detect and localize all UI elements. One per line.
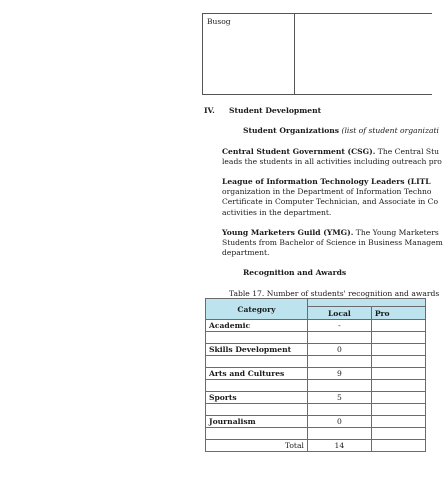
table-row [206, 368, 426, 380]
row-provincial [371, 416, 425, 428]
litl-line3: Certificate in Computer Technician, and Associate in Co [222, 197, 439, 207]
table-row-spacer [206, 356, 426, 368]
table-caption: Table 17. Number of students' recognition and awards [229, 289, 440, 298]
table-row-spacer [206, 428, 426, 440]
row-category: Academic [206, 320, 308, 332]
row-category: Arts and Cultures [206, 368, 308, 380]
row-category: Journalism [206, 416, 308, 428]
csg-paragraph [222, 147, 442, 167]
row-provincial [371, 392, 425, 404]
student-orgs-heading-line [243, 126, 439, 136]
csg-name: Central Student Government (CSG). [222, 147, 376, 156]
table-row [206, 344, 426, 356]
row-local: 0 [307, 344, 371, 356]
litl-line4: activities in the department. [222, 207, 332, 217]
table-row-spacer [206, 404, 426, 416]
header-provincial: Pro [371, 307, 425, 320]
table-cell-text: Busog [207, 17, 231, 26]
litl-paragraph [222, 177, 438, 218]
table-header-row-1 [206, 299, 426, 307]
section-title: Student Development [229, 106, 322, 115]
csg-line1: The Central Stu [375, 147, 440, 156]
ymg-paragraph [222, 228, 443, 259]
total-provincial [371, 440, 425, 452]
ymg-line1: The Young Marketers [353, 228, 439, 237]
student-orgs-heading: Student Organizations [243, 126, 340, 135]
header-local: Local [307, 307, 371, 320]
row-provincial [371, 320, 425, 332]
recognition-heading: Recognition and Awards [243, 268, 347, 277]
row-provincial [371, 344, 425, 356]
total-local: 14 [307, 440, 371, 452]
recognition-table [205, 298, 426, 452]
table-row [206, 416, 426, 428]
row-provincial [371, 368, 425, 380]
total-label: Total [206, 440, 308, 452]
section-number: IV. [204, 106, 215, 115]
litl-name: League of Information Technology Leaders (LITL [222, 177, 431, 186]
table-total-row [206, 440, 426, 452]
row-local: - [307, 320, 371, 332]
csg-line2: leads the students in all activities including outreach pro [222, 157, 442, 167]
table-row [206, 392, 426, 404]
row-category: Sports [206, 392, 308, 404]
row-local: 0 [307, 416, 371, 428]
ymg-name: Young Marketers Guild (YMG). [222, 228, 354, 237]
ymg-line2: Students from Bachelor of Science in Business Managem [222, 238, 443, 248]
header-level-group [307, 299, 425, 307]
header-category: Category [206, 299, 308, 320]
top-table-fragment [202, 13, 432, 95]
table-column-divider [294, 14, 295, 94]
student-orgs-note: (list of student organizati [341, 126, 439, 135]
ymg-line3: department. [222, 248, 270, 258]
row-local: 5 [307, 392, 371, 404]
row-category: Skills Development [206, 344, 308, 356]
table-row [206, 320, 426, 332]
litl-line2: organization in the Department of Information Techno [222, 187, 432, 197]
table-row-spacer [206, 332, 426, 344]
table-row-spacer [206, 380, 426, 392]
row-local: 9 [307, 368, 371, 380]
